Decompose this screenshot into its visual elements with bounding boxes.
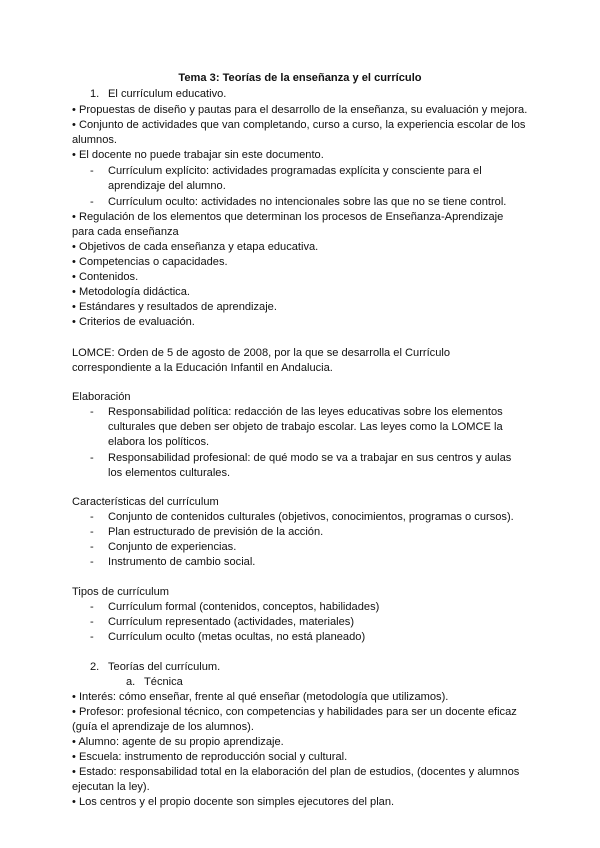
- dash-marker: -: [90, 556, 94, 568]
- dash-item: Responsabilidad profesional: de qué modo se va a trabajar en sus centros y aulas: [108, 452, 512, 464]
- dash-item: Currículum explícito: actividades programadas explícita y consciente para el: [108, 165, 482, 177]
- bullet-line: • Estado: responsabilidad total en la elaboración del plan de estudios, (docentes y alumnos: [72, 766, 520, 778]
- dash-item: elabora los políticos.: [108, 436, 210, 448]
- bullet-line: • Propuestas de diseño y pautas para el desarrollo de la enseñanza, su evaluación y mejora.: [72, 104, 528, 116]
- dash-marker: -: [90, 601, 94, 613]
- dash-item: aprendizaje del alumno.: [108, 180, 226, 192]
- bullet-line: • Competencias o capacidades.: [72, 256, 228, 268]
- dash-item: Currículum formal (contenidos, conceptos, habilidades): [108, 601, 380, 613]
- subsection-letter: a.: [126, 676, 136, 688]
- bullet-line: • Regulación de los elementos que determinan los procesos de Enseñanza-Aprendizaje: [72, 211, 504, 223]
- section-2-heading: Teorías del currículum.: [108, 661, 221, 673]
- bullet-line: alumnos.: [72, 134, 118, 146]
- section-1-number: 1.: [90, 88, 100, 100]
- dash-item: Conjunto de experiencias.: [108, 541, 237, 553]
- dash-marker: -: [90, 452, 94, 464]
- dash-marker: -: [90, 541, 94, 553]
- bullet-line: • Objetivos de cada enseñanza y etapa educativa.: [72, 241, 319, 253]
- bullet-line: • Escuela: instrumento de reproducción social y cultural.: [72, 751, 348, 763]
- dash-item: Currículum oculto (metas ocultas, no está planeado): [108, 631, 366, 643]
- dash-marker: -: [90, 616, 94, 628]
- bullet-line: • Interés: cómo enseñar, frente al qué enseñar (metodología que utilizamos).: [72, 691, 449, 703]
- dash-marker: -: [90, 511, 94, 523]
- document-title: Tema 3: Teorías de la enseñanza y el currículo: [178, 72, 422, 84]
- bullet-line: • El docente no puede trabajar sin este documento.: [72, 149, 324, 161]
- dash-item: Responsabilidad política: redacción de las leyes educativas sobre los elementos: [108, 406, 503, 418]
- elaboracion-heading: Elaboración: [72, 391, 131, 403]
- bullet-line: • Estándares y resultados de aprendizaje.: [72, 301, 277, 313]
- bullet-line: • Contenidos.: [72, 271, 139, 283]
- section-2-number: 2.: [90, 661, 100, 673]
- tipos-heading: Tipos de currículum: [72, 586, 169, 598]
- dash-marker: -: [90, 406, 94, 418]
- bullet-line: • Criterios de evaluación.: [72, 316, 195, 328]
- bullet-line: ejecutan la ley).: [72, 781, 150, 793]
- subsection-heading: Técnica: [144, 676, 183, 688]
- bullet-line: • Alumno: agente de su propio aprendizaje.: [72, 736, 284, 748]
- section-1-heading: El currículum educativo.: [108, 88, 227, 100]
- bullet-line: • Conjunto de actividades que van completando, curso a curso, la experiencia escolar de los: [72, 119, 526, 131]
- dash-marker: -: [90, 631, 94, 643]
- bullet-line: • Metodología didáctica.: [72, 286, 190, 298]
- lomce-paragraph-line: correspondiente a la Educación Infantil en Andalucia.: [72, 362, 333, 374]
- bullet-line: para cada enseñanza: [72, 226, 179, 238]
- dash-marker: -: [90, 165, 94, 177]
- bullet-line: • Los centros y el propio docente son simples ejecutores del plan.: [72, 796, 395, 808]
- dash-item: Instrumento de cambio social.: [108, 556, 256, 568]
- dash-marker: -: [90, 526, 94, 538]
- bullet-line: (guía el aprendizaje de los alumnos).: [72, 721, 254, 733]
- dash-item: los elementos culturales.: [108, 467, 231, 479]
- dash-marker: -: [90, 196, 94, 208]
- caracteristicas-heading: Características del currículum: [72, 496, 219, 508]
- bullet-line: • Profesor: profesional técnico, con competencias y habilidades para ser un docente eficaz: [72, 706, 517, 718]
- dash-item: Plan estructurado de previsión de la acción.: [108, 526, 324, 538]
- dash-item: Currículum oculto: actividades no intencionales sobre las que no se tiene control.: [108, 196, 507, 208]
- lomce-paragraph-line: LOMCE: Orden de 5 de agosto de 2008, por la que se desarrolla el Currículo: [72, 347, 451, 359]
- dash-item: Conjunto de contenidos culturales (objetivos, conocimientos, programas o cursos).: [108, 511, 514, 523]
- dash-item: Currículum representado (actividades, materiales): [108, 616, 355, 628]
- dash-item: culturales que deben ser objeto de trabajo escolar. Las leyes como la LOMCE la: [108, 421, 503, 433]
